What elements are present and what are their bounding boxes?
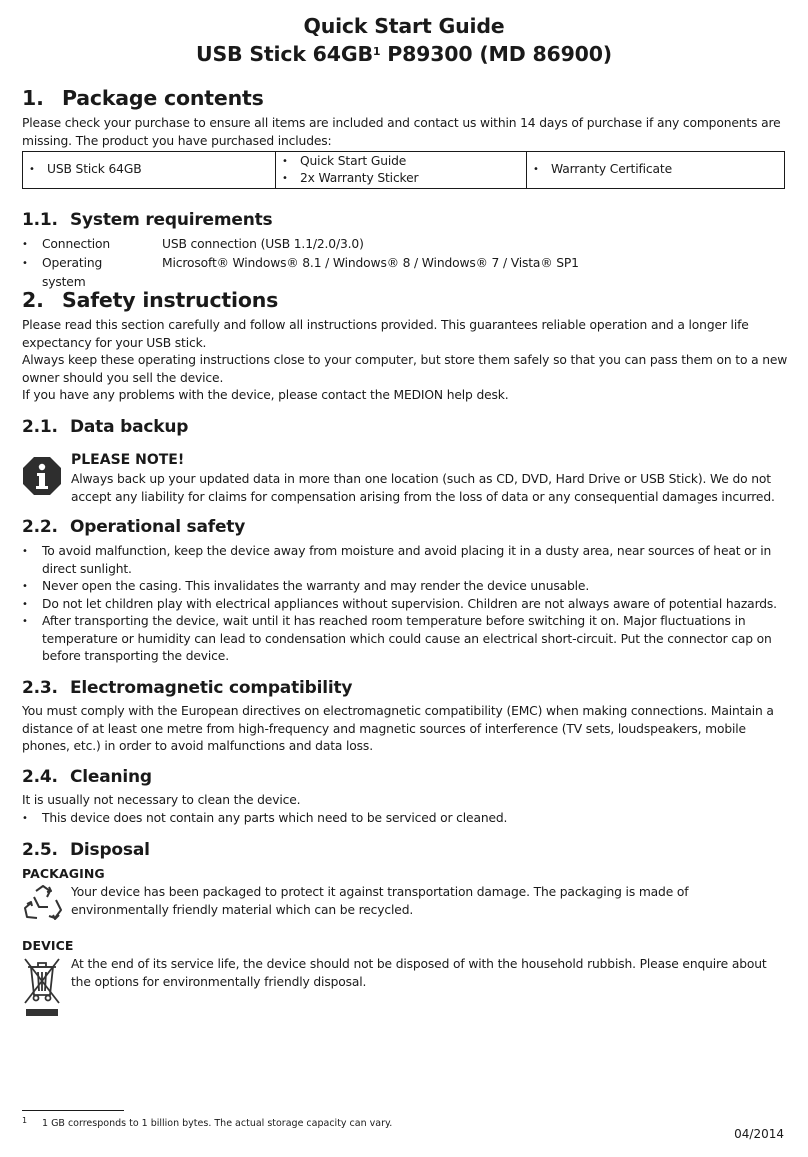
- safety-paragraph: If you have any problems with the device, please contact the MEDION help desk.: [22, 388, 509, 402]
- package-item: • Quick Start Guide: [282, 153, 520, 171]
- note-body: Always back up your updated data in more than one location (such as CD, DVD, Hard Drive or USB Stick). We do not accept any liability for claims for compensation arising from the loss of data or any consequential damages incurred.: [71, 472, 775, 504]
- package-intro: Please check your purchase to ensure all items are included and contact us within 14 days of purchase if any components are missing. The product you have purchased includes:: [22, 116, 781, 148]
- cleaning-text: It is usually not necessary to clean the device.: [22, 793, 301, 807]
- list-item: • Do not let children play with electrical appliances without supervision. Children are not always aware of potential hazards.: [22, 596, 788, 614]
- package-item: • Warranty Certificate: [533, 161, 778, 179]
- package-col-3: [527, 152, 785, 189]
- device-text: At the end of its service life, the device should not be disposed of with the household rubbish. Please enquire about the options for environmentally friendly disposal.: [71, 957, 767, 989]
- package-item: • USB Stick 64GB: [29, 161, 269, 179]
- packaging-label: PACKAGING: [22, 866, 105, 881]
- sysreq-value: Microsoft® Windows® 8.1 / Windows® 8 / Windows® 7 / Vista® SP1: [162, 256, 579, 270]
- list-item: • This device does not contain any parts which need to be serviced or cleaned.: [22, 810, 788, 828]
- safety-paragraph: Please read this section carefully and follow all instructions provided. This guarantees reliable operation and a longer life expectancy for your USB stick.: [22, 318, 749, 350]
- heading-number: 2.5.: [22, 840, 58, 860]
- heading-system-requirements: [22, 209, 272, 231]
- heading-number: 2.2.: [22, 517, 58, 537]
- heading-text: Package contents: [62, 86, 264, 110]
- heading-number: 2.3.: [22, 678, 58, 698]
- package-contents-table: [22, 151, 785, 189]
- heading-number: 2.4.: [22, 767, 58, 787]
- quick-start-guide-page: Quick Start Guide USB Stick $64GB^1$ P89300 (MD 86900) 1. Package contents Please check your purchase to ensure all items are included and contact us within 14 days of purchase if any components are missing. The product you have purchased includes: • USB Stick 64GB • Quick Start Guide • 2x Warranty Sticker • Warranty Certificate 1.1. System requirements • Connection USB connection (USB 1.1/2.0/3.0) • Operating system Microsoft® Windows® 8.1 / Windows® 8 / Windows® 7 / Vista® SP1 2. Safety instructions Please read this section carefully and follow all instructions provided. This guarantees reliable operation and a longer life expectancy for your USB stick. Always keep these operating instructions close to your computer, but store them safely so that you can pass them on to a new owner should you sell the device. If you have any problems with the device, please contact the MEDION help desk. 2.1. Data backup PLEASE NOTE! Always back up your updated data in more than one location (such as CD, DVD, Hard Drive or USB Stick). We do not accept any liability for claims for compensation arising from the loss of data or any consequential damages incurred. 2.2. Operational safety • To avoid malfunction, keep the device away from moisture and avoid placing it in a dusty area, near sources of heat or in direct sunlight. • Never open the casing. This invalidates the warranty and may render the device unusable. • Do not let children play with electrical appliances without supervision. Children are not always aware of potential hazards. • After transporting the device, wait until it has reached room temperature before switching it on. Major fluctuations in temperature or humidity can lead to condensation which could cause an electrical short-circuit. Put the connector cap on before transporting the device. 2.3. Electromagnetic compatibility You must comply with the European directives on electromagnetic compatibility (EMC) when making connections. Maintain a distance of at least one metre from high-frequency and magnetic sources of interference (TV sets, loudspeakers, mobile phones, etc.) in order to avoid malfunctions and data loss. 2.4. Cleaning It is usually not necessary to clean the device. • This device does not contain any parts which need to be serviced or cleaned. 2.5. Disposal PACKAGING Your device has been packaged to protect it against transportation damage. The packaging is made of environmentally friendly material which can be recycled. DEVICE At the end of its service life, the device should not be disposed of with the household rubbish. Please enquire about the options for environmentally friendly disposal. 1 1 GB corresponds to 1 billion bytes. The actual storage capacity can vary. 04/2014: [0, 0, 808, 1157]
- list-item: • Never open the casing. This invalidates the warranty and may render the device unusable.: [22, 578, 788, 596]
- footnote-rule: [22, 1110, 124, 1111]
- heading-operational-safety: [22, 516, 245, 538]
- heading-disposal: [22, 839, 150, 861]
- list-item: • To avoid malfunction, keep the device away from moisture and avoid placing it in a dusty area, near sources of heat or in direct sunlight.: [22, 543, 788, 578]
- heading-number: 1.1.: [22, 210, 58, 230]
- note-heading: PLEASE NOTE!: [71, 452, 185, 468]
- emc-text: You must comply with the European directives on electromagnetic compatibility (EMC) when making connections. Maintain a distance of at least one metre from high-frequency and magnetic sources of interference (TV sets, loudspeakers, mobile phones, etc.) in order to avoid malfunctions and data loss.: [22, 704, 774, 753]
- title-footnote-mark: 1: [372, 45, 381, 58]
- cleaning-list: [22, 810, 788, 828]
- title-product: USB Stick 64GB: [196, 42, 373, 66]
- operational-safety-list: [22, 543, 788, 666]
- heading-text: Operational safety: [70, 517, 246, 537]
- sysreq-key: Connection: [42, 237, 111, 251]
- info-icon: [22, 456, 62, 496]
- document-date: 04/2014: [734, 1127, 784, 1141]
- list-item: • After transporting the device, wait until it has reached room temperature before switching it on. Major fluctuations in temperature or humidity can lead to condensation which could cause an electrical short-circuit. Put the connector cap on before transporting the device.: [22, 613, 788, 666]
- heading-text: Safety instructions: [62, 288, 279, 312]
- device-label: DEVICE: [22, 938, 74, 953]
- packaging-text: Your device has been packaged to protect it against transportation damage. The packaging is made of environmentally friendly material which can be recycled.: [71, 885, 689, 917]
- package-col-2: [276, 152, 527, 189]
- heading-package-contents: [22, 85, 264, 111]
- recycle-icon: [22, 883, 64, 925]
- doc-title-line1: Quick Start Guide: [303, 14, 505, 38]
- safety-paragraph: Always keep these operating instructions close to your computer, but store them safely so that you can pass them on to a new owner should you sell the device.: [22, 353, 788, 385]
- package-col-1: [23, 152, 276, 189]
- heading-text: Cleaning: [70, 767, 152, 787]
- doc-title-line2: [0, 41, 808, 67]
- heading-emc: [22, 677, 352, 699]
- heading-data-backup: [22, 416, 188, 438]
- package-item: • 2x Warranty Sticker: [282, 170, 520, 188]
- heading-text: Electromagnetic compatibility: [70, 678, 353, 698]
- heading-text: Data backup: [70, 417, 189, 437]
- sysreq-value: USB connection (USB 1.1/2.0/3.0): [162, 237, 364, 251]
- title-model: P89300 (MD 86900): [380, 42, 612, 66]
- heading-number: 2.: [22, 288, 44, 312]
- weee-bin-icon: [22, 955, 62, 1019]
- sysreq-key: Operating system: [42, 256, 103, 289]
- heading-safety-instructions: [22, 287, 278, 313]
- heading-number: 2.1.: [22, 417, 58, 437]
- heading-text: System requirements: [70, 210, 273, 230]
- heading-cleaning: [22, 766, 152, 788]
- footnote-mark: 1: [22, 1116, 28, 1125]
- heading-number: 1.: [22, 86, 44, 110]
- heading-text: Disposal: [70, 840, 150, 860]
- footnote-text: 1 GB corresponds to 1 billion bytes. The actual storage capacity can vary.: [42, 1118, 393, 1129]
